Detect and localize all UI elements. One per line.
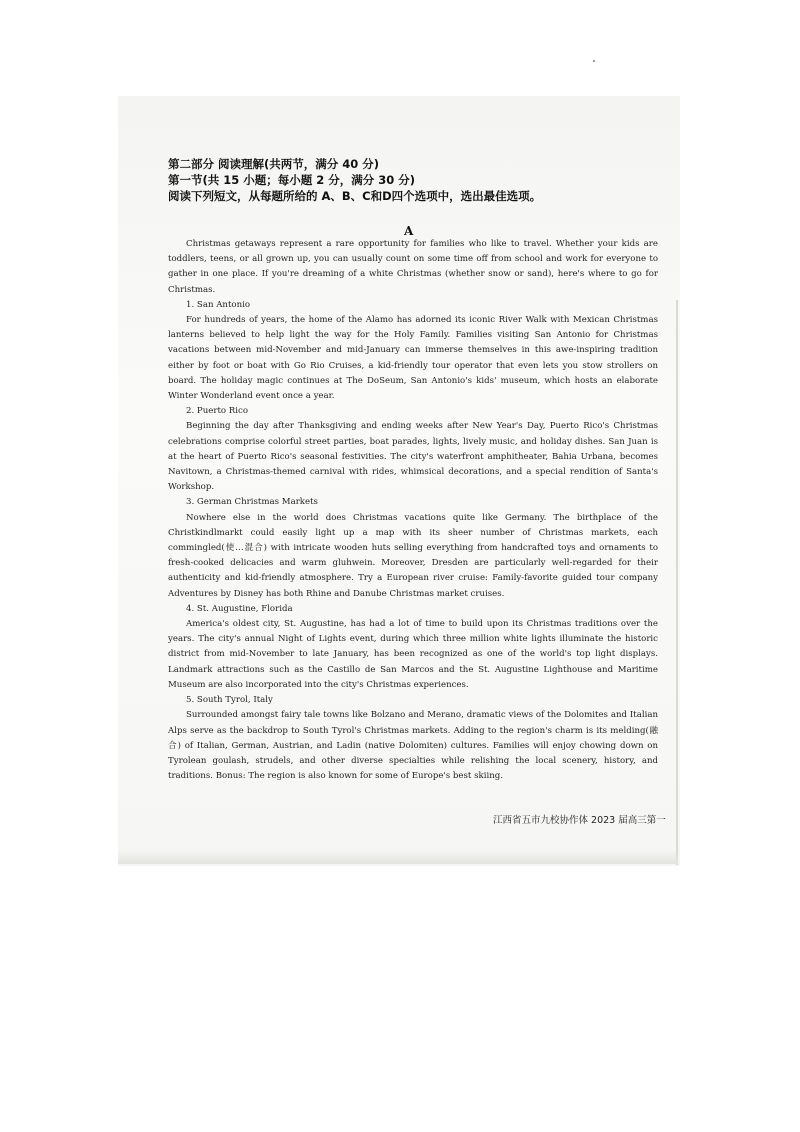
item-heading: 2. Puerto Rico <box>186 406 249 417</box>
page-edge-bottom <box>118 850 678 864</box>
intro-paragraph: Christmas getaways represent a rare opportunity for families who like to travel. Whether your kids are toddlers, teens, or all grown up, you can usually count on some time off from school and work for everyone to gather in one place. If you're dreaming of a white Christmas (whether snow or sand), here's where to go for Christmas. <box>168 239 658 295</box>
item-heading: 3. German Christmas Markets <box>186 497 318 508</box>
section-header <box>168 156 668 204</box>
page-footer: 江西省五市九校协作体 2023 届高三第一 <box>493 815 666 826</box>
scan-speck <box>593 60 595 62</box>
passage-letter: A <box>404 224 414 238</box>
passage-body <box>168 237 658 784</box>
item-paragraph: For hundreds of years, the home of the Alamo has adorned its iconic River Walk with Mexican Christmas lanterns believed to help light the way for the Holy Family. Families visiting San Antonio for Christmas vacations between mid-November and mid-January can immerse themselves in this awe-inspiring tradition either by foot or boat with Go Rio Cruises, a kid-friendly tour operator that even lets you stow strollers on board. The holiday magic continues at The DoSeum, San Antonio's kids' museum, which hosts an elaborate Winter Wonderland event once a year. <box>168 315 658 402</box>
item-heading: 1. San Antonio <box>186 299 251 310</box>
item-heading: 5. South Tyrol, Italy <box>186 695 273 706</box>
item-heading: 4. St. Augustine, Florida <box>186 603 293 614</box>
part-title: 第二部分 阅读理解(共两节，满分 40 分) <box>168 157 380 171</box>
item-paragraph: Beginning the day after Thanksgiving and ending weeks after New Year's Day, Puerto Rico's Christmas celebrations comprise colorful street parties, boat parades, lights, lively music, and holiday dishes. San Juan is at the heart of Puerto Rico's seasonal festivities. The city's waterfront amphitheater, Bahia Urbana, becomes Navitown, a Christmas-themed carnival with rides, whimsical decorations, and a special rendition of Santa's Workshop. <box>168 421 658 493</box>
page-edge-right <box>676 300 678 865</box>
instructions: 阅读下列短文，从每题所给的 A、B、C和D四个选项中，选出最佳选项。 <box>168 189 542 203</box>
item-paragraph: Surrounded amongst fairy tale towns like Bolzano and Merano, dramatic views of the Dolomites and Italian Alps serve as the backdrop to South Tyrol's Christmas markets. Adding to the region's charm is its melding(融合) of Italian, German, Austrian, and Ladin (native Dolomiten) cultures. Families will enjoy chowing down on Tyrolean goulash, strudels, and other diverse specialties while relishing the local scenery, history, and traditions. Bonus: The region is also known for some of Europe's best skiing. <box>168 710 658 782</box>
item-paragraph: Nowhere else in the world does Christmas vacations quite like Germany. The birthplace of the Christkindlmarkt could easily light up a map with its sheer number of Christmas markets, each commingled(使…混合) with intricate wooden huts selling everything from handcrafted toys and ornaments to fresh-cooked delicacies and warm gluhwein. Moreover, Dresden are particularly well-regarded for their authenticity and kid-friendly atmosphere. Try a European river cruise: Family-favorite guided tour company Adventures by Disney has both Rhine and Danube Christmas market cruises. <box>168 512 658 599</box>
subsection-title: 第一节(共 15 小题；每小题 2 分，满分 30 分) <box>168 173 416 187</box>
item-paragraph: America's oldest city, St. Augustine, has had a lot of time to build upon its Christmas traditions over the years. The city's annual Night of Lights event, during which three million white lights illuminate the historic district from mid-November to late January, has been recognized as one of the world's top light displays. Landmark attractions such as the Castillo de San Marcos and the St. Augustine Lighthouse and Maritime Museum are also incorporated into the city's Christmas experiences. <box>168 619 658 690</box>
